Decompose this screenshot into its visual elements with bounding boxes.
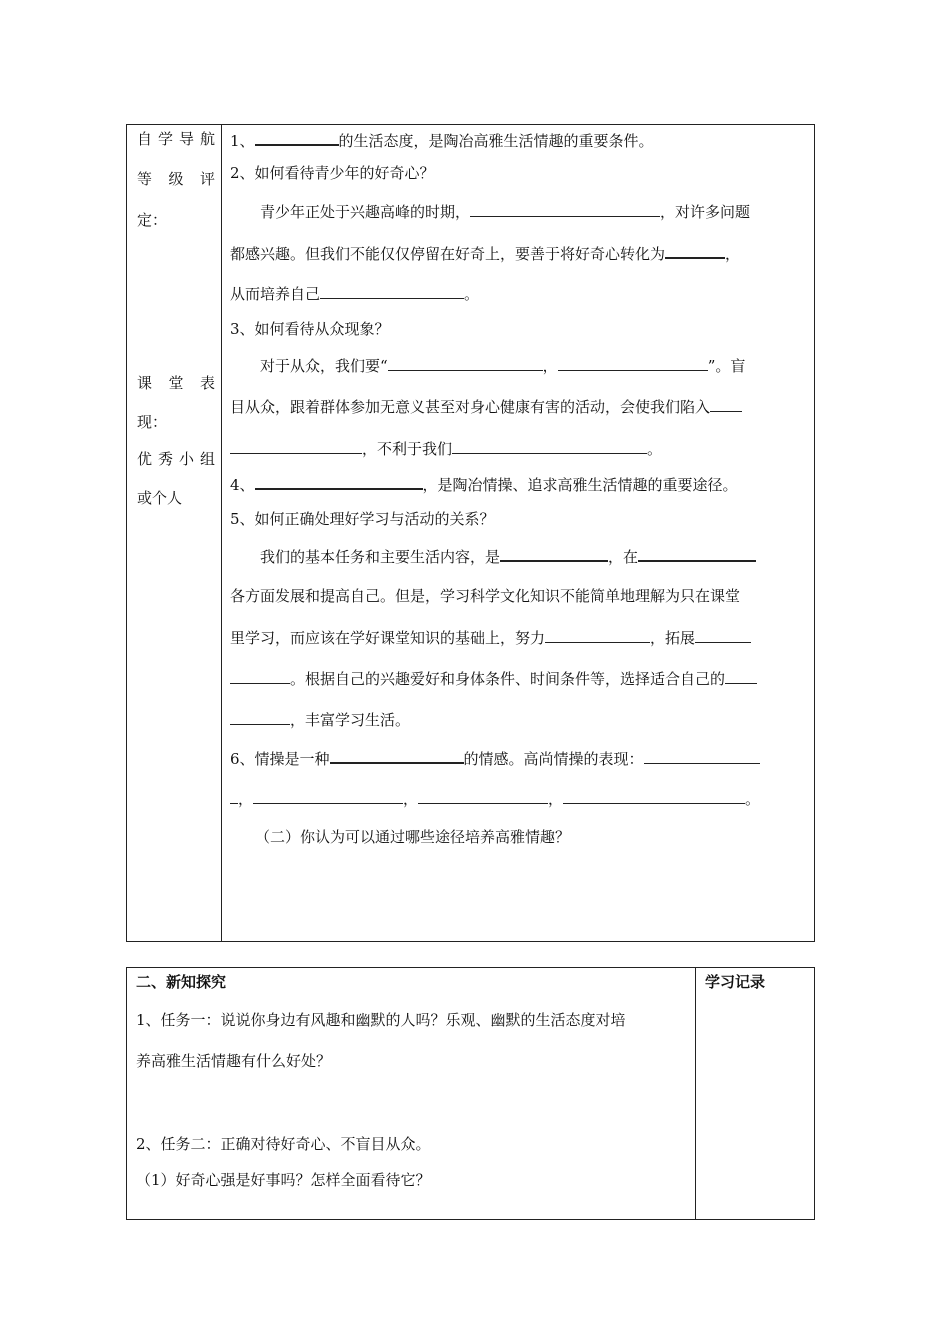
- study-record-heading: 学习记录: [705, 973, 766, 991]
- rating-label: 等 级 评: [137, 170, 215, 188]
- question-3-title: 3、如何看待从众现象？: [230, 320, 390, 338]
- blank: [230, 668, 290, 684]
- question-6-line-2: ， ， ， 。: [230, 788, 760, 809]
- blank: [665, 242, 725, 259]
- blank: [470, 201, 660, 217]
- blank: [710, 396, 742, 412]
- question-5-line-2: 各方面发展和提高自己。但是，学习科学文化知识不能简单地理解为只在课堂: [230, 587, 741, 605]
- blank: [255, 129, 339, 146]
- question-1: 1、 的生活态度，是陶冶高雅生活情趣的重要条件。: [230, 129, 654, 151]
- rating-label-end: 定：: [137, 211, 168, 229]
- excellent-group-label-end: 或个人: [137, 489, 183, 507]
- blank: [452, 438, 647, 454]
- blank: [255, 473, 423, 490]
- task-2: 2、任务二：正确对待好奇心、不盲目从众。: [136, 1135, 431, 1153]
- question-3-line-2: 目从众，跟着群体参加无意义甚至对身心健康有害的活动，会使我们陷入: [230, 396, 742, 417]
- question-2-title: 2、如何看待青少年的好奇心？: [230, 164, 435, 182]
- blank: [558, 355, 708, 371]
- question-6-line-1: 6、情操是一种 的情感。高尚情操的表现：: [230, 747, 760, 769]
- question-5-title: 5、如何正确处理好学习与活动的关系？: [230, 510, 495, 528]
- blank: [545, 627, 650, 643]
- question-3-line-3: ，不利于我们 。: [230, 438, 662, 459]
- excellent-group-label: 优秀小组: [137, 450, 215, 468]
- question-2-line-2: 都感兴趣。但我们不能仅仅停留在好奇上，要善于将好奇心转化为 ，: [230, 242, 740, 264]
- task-2-sub-1: （1）好奇心强是好事吗？怎样全面看待它？: [136, 1171, 431, 1189]
- blank: [253, 788, 403, 804]
- class-performance-label: 课 堂 表: [137, 374, 215, 392]
- blank: [563, 788, 745, 804]
- blank: [230, 438, 362, 454]
- blank: [230, 788, 238, 804]
- question-2-line-1: 青少年正处于兴趣高峰的时期， ，对许多问题: [260, 203, 751, 221]
- question-5-line-4: 。根据自己的兴趣爱好和身体条件、时间条件等，选择适合自己的: [230, 668, 757, 689]
- column-divider: [695, 968, 696, 1219]
- blank: [388, 355, 543, 371]
- blank: [725, 668, 757, 684]
- question-5-line-1: 我们的基本任务和主要生活内容，是 ，在: [260, 545, 756, 567]
- self-study-table: [126, 124, 815, 942]
- blank: [695, 627, 751, 643]
- blank: [500, 545, 608, 562]
- blank: [644, 748, 760, 764]
- section-heading: 二、新知探究: [136, 973, 227, 991]
- blank: [330, 747, 464, 764]
- column-divider: [221, 125, 222, 941]
- question-extra: （二）你认为可以通过哪些途径培养高雅情趣？: [255, 828, 571, 846]
- question-4: 4、 ，是陶冶情操、追求高雅生活情趣的重要途径。: [230, 473, 738, 495]
- question-5-line-5: ，丰富学习生活。: [230, 709, 410, 730]
- blank: [320, 283, 464, 299]
- blank: [230, 709, 290, 725]
- task-1-line-2: 养高雅生活情趣有什么好处？: [136, 1052, 332, 1070]
- task-1-line-1: 1、任务一：说说你身边有风趣和幽默的人吗？乐观、幽默的生活态度对培: [136, 1011, 626, 1029]
- question-5-line-3: 里学习，而应该在学好课堂知识的基础上，努力 ，拓展: [230, 627, 751, 648]
- self-study-label: 自学导航: [137, 130, 215, 148]
- blank: [638, 545, 756, 562]
- blank: [418, 788, 548, 804]
- question-3-line-1: 对于从众，我们要“ ， ”。盲: [260, 357, 746, 375]
- class-performance-label-end: 现：: [137, 413, 168, 431]
- new-knowledge-table: [126, 967, 815, 1220]
- question-2-line-3: 从而培养自己 。: [230, 285, 480, 303]
